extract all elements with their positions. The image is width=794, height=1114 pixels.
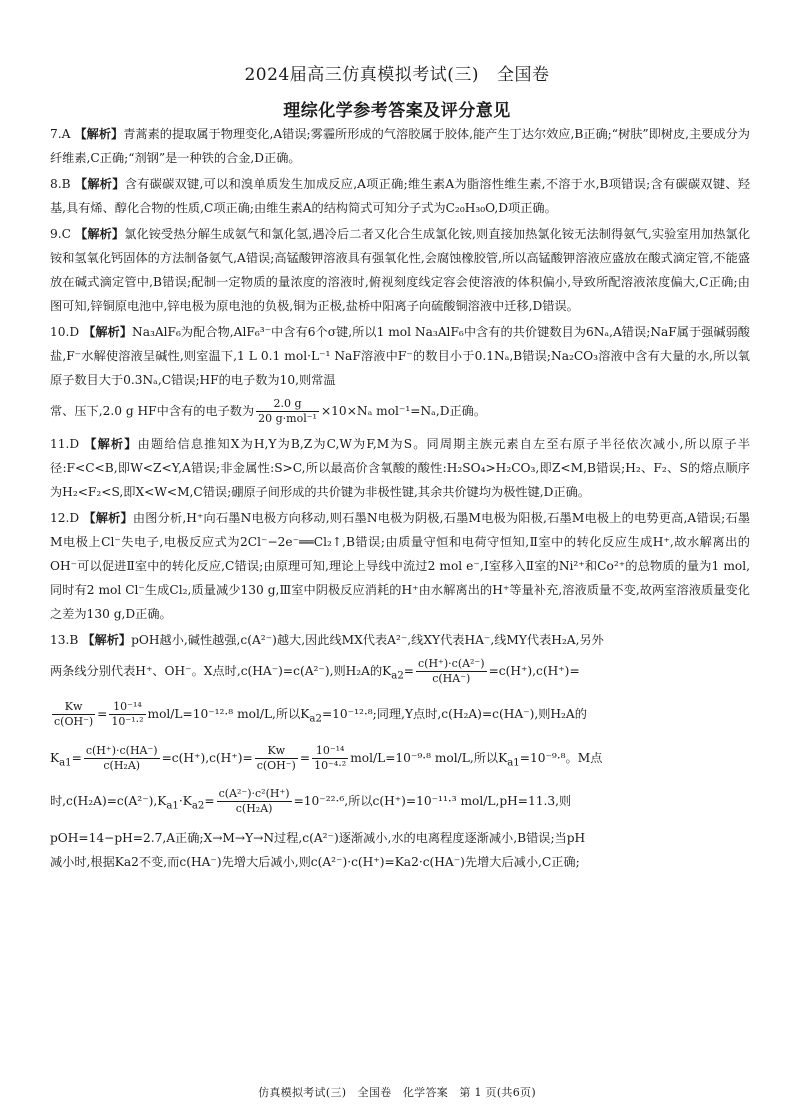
formula-subscript: a1 xyxy=(166,800,179,812)
fraction xyxy=(52,700,95,729)
fraction-denominator: c(H₂A) xyxy=(103,758,141,772)
analysis-tag: 【解析】 xyxy=(74,127,124,141)
exam-title-region: 全国卷 xyxy=(497,65,550,85)
fraction xyxy=(256,397,319,426)
exam-title xyxy=(0,60,794,85)
fraction xyxy=(312,744,348,773)
fraction-numerator: c(H⁺)·c(HA⁻) xyxy=(85,743,158,757)
question-number: 9.C xyxy=(50,227,71,241)
formula-subscript: a2 xyxy=(191,800,205,812)
fraction-denominator: 10⁻⁴·² xyxy=(314,758,347,772)
analysis-text: 氯化铵受热分解生成氨气和氯化氢,遇冷后二者又化合生成氯化铵,则直接加热氯化铵无法制得氨气,实验室用加热氯化铵和氢氧化钙固体的方法制备氨气,A错误;高锰酸钾溶液具有强氧化性,会腐蚀橡胶管,所以高锰酸钾溶液应盛放在酸式滴定管,不能盛放在碱式滴定管中,B错误;配制一定物质的量浓度的溶液时,俯视刻度线定容会使溶液的体积偏小,导致所配溶液浓度偏大,C正确;由图可知,锌铜原电池中,锌电极为原电池的负极,铜为正极,盐桥中阳离子向硫酸铜溶液中迁移,D错误。 xyxy=(50,227,751,313)
formula-text: =10⁻¹²·⁸;同理,Y点时,c(H₂A)=c(HA⁻),则H₂A的 xyxy=(321,707,587,722)
question-number: 11.D xyxy=(50,437,80,451)
formula-text: =10⁻²²·⁶,所以c(H⁺)=10⁻¹¹·³ mol/L,pH=11.3,则 xyxy=(293,794,572,809)
formula-text: 两条线分别代表H⁺、OH⁻。X点时,c(HA⁻)=c(A²⁻),则H₂A的K xyxy=(50,664,392,678)
fraction-numerator: Kw xyxy=(52,700,95,715)
fraction xyxy=(84,744,160,773)
formula-text: = xyxy=(403,664,415,678)
fraction-numerator: Kw xyxy=(255,744,298,759)
analysis-text: Na₃AlF₆为配合物,AlF₆³⁻中含有6个σ键,所以1 mol Na₃AlF₆中含有的共价键数目为6Nₐ,A错误;NaF属于强碱弱酸盐,F⁻水解使溶液呈碱性,则室温下,1 L 0.1 mol·L⁻¹ NaF溶液中F⁻的数目小于0.1Nₐ,B错误;Na₂CO₃溶液中含有大量的水,所以氧原子数目大于0.3Nₐ,C错误;HF的电子数为10,则常温 xyxy=(50,325,750,387)
fraction-denominator: c(HA⁻) xyxy=(432,672,471,685)
analysis-text: 含有碳碳双键,可以和溴单质发生加成反应,A项正确;维生素A为脂溶性维生素,不溶于水,B项错误;含有碳碳双键、羟基,具有烯、醇化合物的性质,C项正确;由维生素A的结构简式可知分子式为C₂₀H₃₀O,D项正确。 xyxy=(50,177,750,215)
formula-line: 时$,c(H_2A)=c(A^{2-}),K_{a1}\cdot K_{a2}=$ $\frac{\text{c(A²⁻)·c²(H⁺)}}{\text{c(H₂A)}}$ =10⁻²²·⁶,所以c(H⁺)=10⁻¹¹·³ mol/L,pH=11.3,则 xyxy=(50,787,572,816)
exam-title-main: 2024届高三仿真模拟考试(三) xyxy=(244,65,480,85)
analysis-tag: 【解析】 xyxy=(83,511,133,525)
answer-list xyxy=(50,122,750,876)
formula-subscript: a2 xyxy=(391,670,404,682)
formula-subscript: a1 xyxy=(507,757,520,769)
question-number: 12.D xyxy=(50,511,80,525)
analysis-tag: 【解析】 xyxy=(83,437,138,451)
fraction xyxy=(255,744,298,773)
page-footer: 仿真模拟考试(三) 全国卷 化学答案 第 1 页(共6页) xyxy=(258,1086,536,1099)
fraction-denominator: c(H₂A) xyxy=(235,802,273,816)
fraction xyxy=(109,700,145,729)
formula-text: K xyxy=(50,750,60,765)
analysis-tag: 【解析】 xyxy=(74,227,125,241)
formula-line: 减小时,根据Ka2不变,而c(HA⁻)先增大后减小,则c(A²⁻)·c(H⁺)=Ka2·c(HA⁻)先增大后减小,C正确; xyxy=(50,854,580,869)
answer-item xyxy=(50,172,750,220)
formula-text: 常、压下,2.0 g HF中含有的电子数为 xyxy=(50,404,255,418)
fraction-numerator: 10⁻¹⁴ xyxy=(109,700,145,715)
analysis-text: 由题给信息推知X为H,Y为B,Z为C,W为F,M为S。同周期主族元素自左至右原子半径依次减小,所以原子半径:F<C<B,即W<Z<Y,A错误;非金属性:S>C,所以最高价含氧酸的酸性:H₂SO₄>H₂CO₃,即Z<M,B错误;H₂、F₂、S的熔点顺序为H₂<F₂<S,即X<W<M,C错误;硼原子间形成的共价键为非极性键,其余共价键均为极性键,D正确。 xyxy=(50,437,751,499)
formula-subscript: a2 xyxy=(309,713,322,725)
analysis-text: 青蒿素的提取属于物理变化,A错误;雾霾所形成的气溶胶属于胶体,能产生丁达尔效应,B正确;“树肤”即树皮,主要成分为纤维素,C正确;“剂钢”是一种铁的合金,D正确。 xyxy=(50,127,750,165)
formula-text: =10⁻⁹·⁸。M点 xyxy=(519,750,603,765)
analysis-text: 由图分析,H⁺向石墨N电极方向移动,则石墨N电极为阴极,石墨M电极为阳极,石墨M电极上的电势更高,A错误;石墨M电极上Cl⁻失电子,电极反应式为2Cl⁻−2e⁻══Cl₂↑,B错误;由质量守恒和电荷守恒知,Ⅱ室中的转化反应生成H⁺,故水解离出的OH⁻可以促进Ⅱ室中的转化反应,C错误;由原理可知,理论上导线中流过2 mol e⁻,Ⅰ室移入Ⅱ室的Ni²⁺和Co²⁺的总物质的量为1 mol,同时有2 mol Cl⁻生成Cl₂,质量减少130 g,Ⅲ室中阴极反应消耗的H⁺由水解离出的H⁺等量补充,溶液质量不变,故两室溶液质量变化之差为130 g,D正确。 xyxy=(50,511,751,621)
fraction-numerator: c(H⁺)·c(A²⁻) xyxy=(418,657,485,670)
fraction-numerator: 2.0 g xyxy=(256,397,319,412)
formula-text: ·K xyxy=(178,794,192,809)
answer-item xyxy=(50,432,750,504)
answer-key-title: 理综化学参考答案及评分意见 xyxy=(283,101,511,121)
analysis-tag: 【解析】 xyxy=(74,177,125,191)
fraction-denominator: 20 g·mol⁻¹ xyxy=(258,412,317,425)
formula-text: mol/L=10⁻¹²·⁸ mol/L,所以K xyxy=(147,707,310,722)
fraction-denominator: 10⁻¹·² xyxy=(111,715,144,729)
answer-item xyxy=(50,320,750,430)
question-number: 10.D xyxy=(50,325,80,339)
analysis-text: pOH越小,碱性越强,c(A²⁻)越大,因此线MX代表A²⁻,线XY代表HA⁻,线MY代表H₂A,另外 xyxy=(131,633,604,647)
fraction xyxy=(217,787,292,816)
analysis-tag: 【解析】 xyxy=(82,633,132,647)
formula-line: pOH=14−pH=2.7,A正确;X→M→Y→N过程,c(A²⁻)逐渐减小,水的电离程度逐渐减小,B错误;当pH xyxy=(50,830,586,845)
fraction-denominator: c(OH⁻) xyxy=(54,715,94,729)
question-number: 7.A xyxy=(50,127,71,141)
formula-text: ×10×Nₐ mol⁻¹=Nₐ,D正确。 xyxy=(320,404,487,418)
formula-line xyxy=(50,652,750,695)
answer-item xyxy=(50,506,750,626)
fraction-numerator: 10⁻¹⁴ xyxy=(312,744,348,759)
formula-line: $K_{a1}=$ $\frac{c(H^+)\cdot c(HA^-)}{\text{c(H₂A)}}$ =c(H⁺),c(H⁺)= $\frac{Kw}{c(OH^-)}$ = $\frac{\text{10⁻¹⁴}}{\text{10⁻⁴·²}}$ mol/L=10⁻⁹·⁸ mol/L,所以$K_{a1}=10^{-9}\cdot^8$。M点 xyxy=(50,743,603,772)
formula-text: =c(H⁺),c(H⁺)= xyxy=(161,750,253,765)
fraction-denominator: c(OH⁻) xyxy=(256,758,296,772)
answer-item xyxy=(50,628,750,874)
analysis-tag: 【解析】 xyxy=(83,325,133,339)
formula-line xyxy=(50,392,750,430)
formula-line: $\frac{Kw}{c(OH^-)}$ = $\frac{\text{10⁻¹⁴}}{\text{10⁻¹·²}}$ mol/L=10⁻¹²·⁸ mol/L,所以$K_{a2}=10^{-12}\cdot^8$;同理,Y点时,c(H₂A)=c(HA⁻),则H₂A的 xyxy=(54,700,587,729)
question-number: 13.B xyxy=(50,633,79,647)
fraction xyxy=(416,657,487,686)
formula-subscript: a1 xyxy=(59,757,72,769)
formula-text: 时,c(H₂A)=c(A²⁻),K xyxy=(50,794,167,809)
formula-text: =c(H⁺),c(H⁺)= xyxy=(488,664,580,678)
answer-item xyxy=(50,222,750,318)
answer-item xyxy=(50,122,750,170)
fraction-numerator: c(A²⁻)·c²(H⁺) xyxy=(218,787,290,801)
question-number: 8.B xyxy=(50,177,71,191)
formula-text: mol/L=10⁻⁹·⁸ mol/L,所以K xyxy=(350,750,508,765)
